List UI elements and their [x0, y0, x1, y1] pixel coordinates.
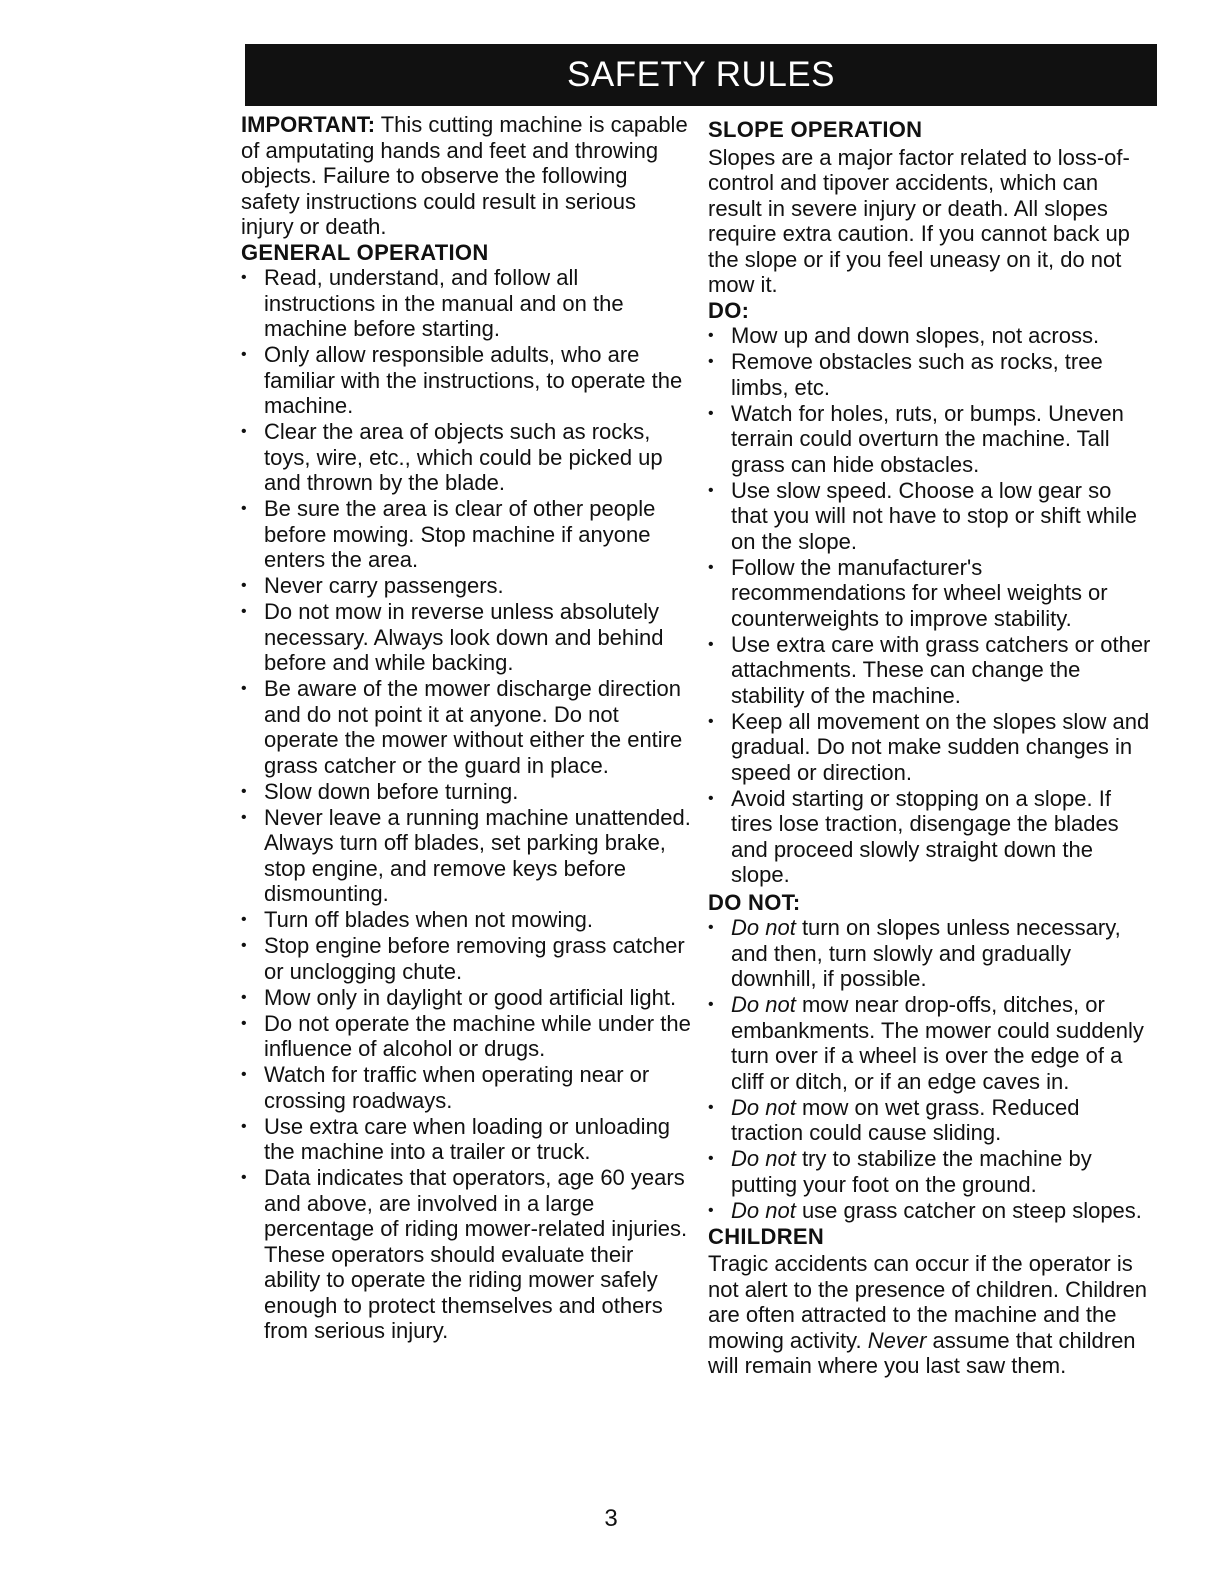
important-label: IMPORTANT:	[241, 112, 376, 137]
do-not-prefix: Do not	[731, 992, 796, 1017]
list-item: • Do not try to stabilize the machine by putting your foot on the ground.	[708, 1146, 1153, 1197]
right-column	[708, 117, 1153, 1379]
list-item: • Only allow responsible adults, who are familiar with the instructions, to operate the machine.	[241, 342, 691, 419]
slope-operation-heading: SLOPE OPERATION	[708, 117, 923, 142]
list-item: • Never leave a running machine unattended. Always turn off blades, set parking brake, stop engine, and remove keys before dismounting.	[241, 805, 691, 907]
do-not-prefix: Do not	[731, 1094, 796, 1120]
children-heading: CHILDREN	[708, 1223, 825, 1249]
never-emphasis: Never	[867, 1327, 927, 1353]
list-item: • Do not turn on slopes unless necessary, and then, turn slowly and gradually downhill, if possible.	[708, 915, 1153, 992]
list-item: • Use extra care with grass catchers or other attachments. These can change the stability of the machine.	[708, 632, 1153, 709]
general-operation-list	[241, 265, 691, 1344]
list-item: • Turn off blades when not mowing.	[241, 907, 691, 933]
list-item: • Data indicates that operators, age 60 years and above, are involved in a large percentage of riding mower-related injuries. These operators should evaluate their ability to operate the riding mower safely enough to protect themselves and others from serious injury.	[241, 1165, 691, 1344]
important-text: This cutting machine is capable of amputating hands and feet and throwing objects. Failure to observe the following safety instructions could result in serious injury or death.	[241, 112, 688, 239]
list-item: • Mow up and down slopes, not across.	[708, 323, 1153, 349]
do-not-prefix: Do not	[731, 1197, 796, 1223]
list-item: • Do not mow in reverse unless absolutely necessary. Always look down and behind before and while backing.	[241, 599, 691, 676]
list-item: • Mow only in daylight or good artificial light.	[241, 985, 691, 1011]
list-item: • Avoid starting or stopping on a slope. If tires lose traction, disengage the blades and proceed slowly straight down the slope.	[708, 786, 1153, 888]
list-item: • Slow down before turning.	[241, 779, 691, 805]
page-number: 3	[604, 1505, 618, 1532]
list-item: • Read, understand, and follow all instructions in the manual and on the machine before starting.	[241, 265, 691, 342]
list-item: • Clear the area of objects such as rocks, toys, wire, etc., which could be picked up and thrown by the blade.	[241, 419, 691, 496]
list-item: • Do not mow near drop-offs, ditches, or embankments. The mower could suddenly turn over if a wheel is over the edge of a cliff or ditch, or if an edge caves in.	[708, 992, 1153, 1094]
do-not-heading: DO NOT:	[708, 889, 801, 915]
list-item: • Stop engine before removing grass catcher or unclogging chute.	[241, 933, 691, 984]
list-item: • Watch for traffic when operating near or crossing roadways.	[241, 1062, 691, 1113]
do-not-list	[708, 915, 1153, 1223]
list-item: • Be aware of the mower discharge direction and do not point it at anyone. Do not operate the mower without either the entire grass catcher or the guard in place.	[241, 676, 691, 778]
left-column	[241, 112, 691, 1344]
general-operation-heading: GENERAL OPERATION	[241, 239, 489, 265]
list-item: • Keep all movement on the slopes slow and gradual. Do not make sudden changes in speed or direction.	[708, 709, 1153, 786]
list-item: • Do not use grass catcher on steep slopes.	[708, 1198, 1153, 1224]
do-list	[708, 323, 1153, 888]
list-item: • Follow the manufacturer's recommendations for wheel weights or counterweights to improve stability.	[708, 555, 1153, 632]
do-not-prefix: Do not	[731, 915, 796, 940]
list-item: • Remove obstacles such as rocks, tree limbs, etc.	[708, 349, 1153, 400]
do-heading: DO:	[708, 297, 750, 323]
list-item: • Use slow speed. Choose a low gear so that you will not have to stop or shift while on the slope.	[708, 478, 1153, 555]
slope-intro: Slopes are a major factor related to loss-of-control and tipover accidents, which can result in severe injury or death. All slopes require extra caution. If you cannot back up the slope or if you feel uneasy on it, do not mow it.	[708, 144, 1130, 297]
list-item: • Do not operate the machine while under the influence of alcohol or drugs.	[241, 1011, 691, 1062]
list-item: • Use extra care when loading or unloading the machine into a trailer or truck.	[241, 1114, 691, 1165]
do-not-prefix: Do not	[731, 1146, 796, 1171]
list-item: • Do not mow on wet grass. Reduced traction could cause sliding.	[708, 1095, 1153, 1146]
list-item: • Never carry passengers.	[241, 573, 691, 599]
important-notice	[241, 112, 691, 240]
list-item: • Watch for holes, ruts, or bumps. Uneven terrain could overturn the machine. Tall grass can hide obstacles.	[708, 401, 1153, 478]
banner-title: SAFETY RULES	[567, 55, 835, 94]
section-banner	[245, 44, 1157, 106]
children-text: Tragic accidents can occur if the operator is not alert to the presence of children. Children are often attracted to the machine and the mowing activity. Never assume that children will remain where you last saw them.	[708, 1251, 1148, 1378]
list-item: • Be sure the area is clear of other people before mowing. Stop machine if anyone enters the area.	[241, 496, 691, 573]
